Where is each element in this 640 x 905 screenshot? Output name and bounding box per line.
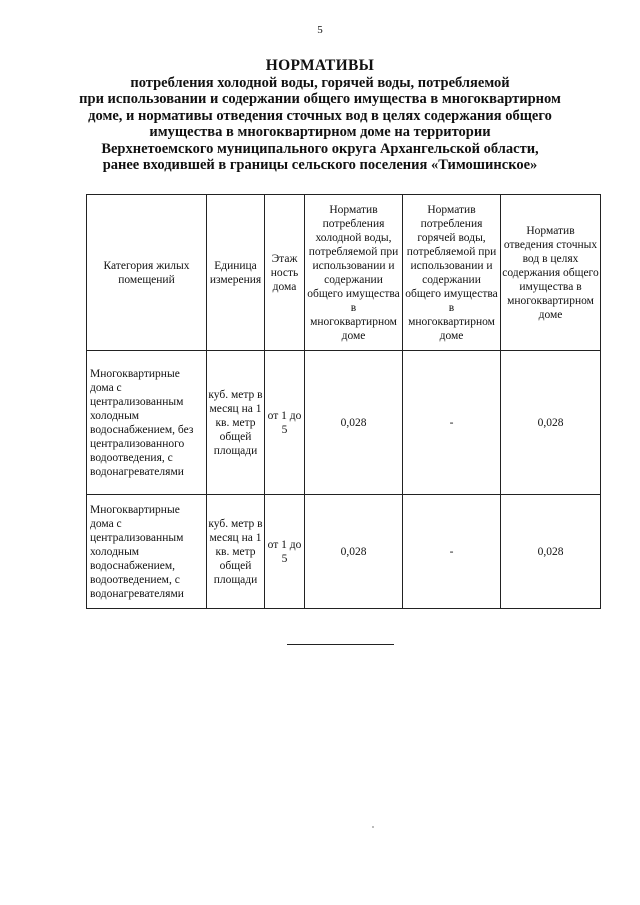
table-row: [87, 495, 601, 609]
header-unit: Единица измерения: [207, 195, 265, 351]
table-header-row: [87, 195, 601, 351]
cell-wastewater: 0,028: [501, 495, 601, 609]
norms-table: [86, 194, 601, 609]
title-line: при использовании и содержании общего имущества в многоквартирном: [79, 91, 561, 107]
closing-rule: [287, 644, 394, 645]
cell-wastewater: 0,028: [501, 351, 601, 495]
title-line: имущества в многоквартирном доме на территории: [149, 124, 491, 140]
title-line: Верхнетоемского муниципального округа Архангельской области,: [101, 140, 539, 157]
page-number: 5: [317, 24, 323, 36]
cell-unit: куб. метр в месяц на 1 кв. метр общей площади: [207, 351, 265, 495]
cell-category: Многоквартирные дома с централизованным холодным водоснабжением, без централизованного водоотведения, с водонагревателями: [87, 351, 207, 495]
document-title: [40, 58, 600, 174]
header-category: Категория жилых помещений: [87, 195, 207, 351]
cell-hot-water: -: [403, 495, 501, 609]
cell-floors: от 1 до 5: [265, 351, 305, 495]
cell-unit: куб. метр в месяц на 1 кв. метр общей площади: [207, 495, 265, 609]
header-floors: Этаж ность дома: [265, 195, 305, 351]
header-wastewater: Норматив отведения сточных вод в целях содержания общего имущества в многоквартирном доме: [501, 195, 601, 351]
header-cold-water: Норматив потребления холодной воды, потребляемой при использовании и содержании общего имущества в многоквартирном доме: [305, 195, 403, 351]
title-heading: НОРМАТИВЫ: [265, 57, 375, 74]
scan-speck: [372, 826, 374, 828]
title-line: потребления холодной воды, горячей воды, потребляемой: [130, 74, 510, 91]
cell-cold-water: 0,028: [305, 351, 403, 495]
cell-category: Многоквартирные дома с централизованным холодным водоснабжением, водоотведением, с водонагревателями: [87, 495, 207, 609]
cell-hot-water: -: [403, 351, 501, 495]
title-line: ранее входившей в границы сельского поселения «Тимошинское»: [102, 157, 538, 173]
header-hot-water: Норматив потребления горячей воды, потребляемой при использовании и содержании общего имущества в многоквартирном доме: [403, 195, 501, 351]
title-line: доме, и нормативы отведения сточных вод в целях содержания общего: [88, 107, 552, 124]
cell-floors: от 1 до 5: [265, 495, 305, 609]
cell-cold-water: 0,028: [305, 495, 403, 609]
table-row: [87, 351, 601, 495]
